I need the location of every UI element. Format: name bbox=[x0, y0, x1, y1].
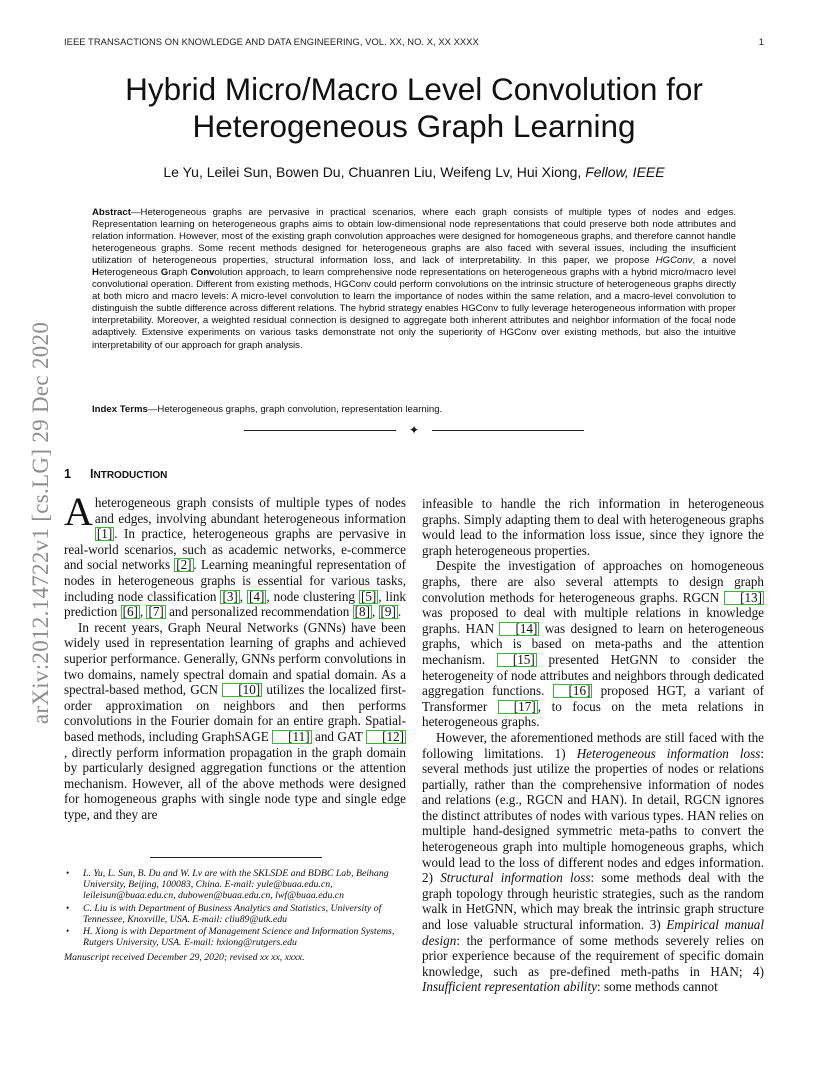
citation-link[interactable]: [7] bbox=[148, 604, 164, 620]
citation-link[interactable]: [14] bbox=[499, 622, 539, 636]
footnote-text: H. Xiong is with Department of Management Science and Information Systems, Rutgers University, USA. E-mail: hxiong@rutgers.edu bbox=[83, 926, 395, 949]
divider-diamond-icon: ✦ bbox=[408, 423, 420, 437]
body-text: , bbox=[239, 588, 248, 604]
abstract-label: Abstract bbox=[92, 207, 131, 218]
body-text: . Learning meaningful representation of nodes in heterogeneous graphs is essential for various tasks, including node classification bbox=[64, 557, 407, 604]
footnote-affiliation bbox=[64, 868, 406, 902]
page-number: 1 bbox=[758, 36, 764, 47]
abstract-acronym-letter: G bbox=[160, 267, 169, 279]
footnote-rule bbox=[150, 857, 322, 858]
abstract-acronym-letter: H bbox=[92, 267, 99, 279]
body-text: heterogeneous graph consists of multiple types of nodes and edges, involving abundant heterogeneous information bbox=[94, 495, 406, 526]
author-fellow: Fellow, IEEE bbox=[585, 164, 665, 180]
abstract-acronym-letter: Conv bbox=[190, 267, 215, 279]
citation-link[interactable]: [12] bbox=[366, 730, 406, 744]
footnote-text: C. Liu is with Department of Business Analytics and Statistics, University of Tennessee, Knoxville, USA. E-mail: cliu89@utk.edu bbox=[83, 902, 382, 925]
section-title-rest: NTRODUCTION bbox=[93, 470, 168, 481]
bullet-icon: • bbox=[66, 868, 70, 878]
limitation-term: Empirical manual design bbox=[422, 917, 764, 948]
citation-link[interactable]: [4] bbox=[249, 588, 265, 604]
abstract-text: , a novel bbox=[692, 255, 736, 267]
divider-line-left bbox=[244, 430, 396, 431]
footnote-text: L. Yu, L. Sun, B. Du and W. Lv are with the SKLSDE and BDBC Lab, Beihang University, Beijing, 100083, China. E-mail: yule@buaa.edu.cn, leileisun@buaa.edu.cn, dubowen@buaa.edu.cn, lwf@buaa.edu.cn bbox=[83, 868, 389, 902]
author-names: Le Yu, Leilei Sun, Bowen Du, Chuanren Liu, Weifeng Lv, Hui Xiong, bbox=[163, 164, 586, 180]
citation-link[interactable]: [9] bbox=[380, 604, 396, 620]
body-text: and personalized recommendation bbox=[165, 604, 353, 620]
divider-line-right bbox=[432, 430, 584, 431]
section-title-initial: I bbox=[90, 467, 94, 481]
citation-link[interactable]: [3] bbox=[222, 588, 238, 604]
citation-link[interactable]: [1] bbox=[96, 526, 113, 542]
bullet-icon: • bbox=[66, 926, 70, 937]
section-divider bbox=[244, 424, 584, 438]
manuscript-note: Manuscript received December 29, 2020; revised xx xx, xxxx. bbox=[64, 952, 305, 964]
body-text: was proposed to deal with multiple relations in knowledge graphs. HAN bbox=[422, 605, 764, 636]
body-text: , to focus on the meta relations in heterogeneous graphs. bbox=[422, 698, 764, 730]
paper-title: Hybrid Micro/Macro Level Convolution for Heterogeneous Graph Learning bbox=[125, 71, 703, 144]
section-number: 1 bbox=[64, 467, 72, 481]
abstract bbox=[92, 207, 736, 352]
body-text: : the performance of some methods severely relies on prior experience because of the requirement of specific domain knowledge, such as pre-defined meth-paths in HAN; 4) bbox=[422, 932, 764, 979]
body-text: In recent years, Graph Neural Networks (GNNs) have been widely used in representation learning of graphs and achieved superior performance. Generally, GNNs perform convolutions in two domains, namely spectral domain and spatial domain. As a spectral-based method, GCN bbox=[64, 619, 406, 698]
drop-cap: A bbox=[64, 489, 93, 534]
citation-link[interactable]: [2] bbox=[176, 557, 192, 573]
citation-link[interactable]: [10] bbox=[222, 683, 262, 697]
body-text: , bbox=[139, 604, 147, 620]
body-text: However, the aforementioned methods are still faced with the following limitations. 1) bbox=[422, 729, 764, 761]
abstract-text: raph bbox=[168, 267, 191, 279]
arxiv-watermark bbox=[26, 288, 56, 758]
body-text: : some methods deal with the graph topology through heuristic strategies, such as the random walk in HetGNN, which may break the intrinsic graph structure and lose valuable structural information. 3) bbox=[422, 870, 764, 933]
body-text: Despite the investigation of approaches on homogeneous graphs, there are also several attempts to design graph convolution methods for heterogeneous graphs. RGCN bbox=[422, 558, 764, 605]
limitation-term: Structural information loss bbox=[440, 870, 591, 886]
paragraph bbox=[64, 620, 406, 823]
journal-name: IEEE TRANSACTIONS ON KNOWLEDGE AND DATA ENGINEERING, VOL. XX, NO. X, XX XXXX bbox=[64, 36, 479, 47]
body-column-right bbox=[422, 496, 764, 995]
limitation-term: Heterogeneous information loss bbox=[576, 745, 761, 761]
paragraph bbox=[64, 489, 407, 620]
citation-link[interactable]: [15] bbox=[497, 653, 537, 667]
abstract-method-name: HGConv bbox=[655, 255, 693, 267]
citation-link[interactable]: [16] bbox=[553, 684, 593, 698]
abstract-text: eterogeneous bbox=[98, 267, 161, 279]
index-terms-label: Index Terms bbox=[92, 404, 148, 415]
body-text: proposed HGT, a variant of Transformer bbox=[422, 683, 764, 714]
citation-link[interactable]: [13] bbox=[724, 591, 764, 605]
arxiv-id: arXiv:2012.14722v1 [cs.LG] 29 Dec 2020 bbox=[28, 321, 53, 725]
bullet-icon: • bbox=[66, 902, 70, 913]
body-text: , node clustering bbox=[266, 588, 359, 604]
footnote-affiliation bbox=[64, 926, 406, 948]
body-text: infeasible to handle the rich information in heterogeneous graphs. Simply adapting them to deal with heterogeneous graphs would lead to the information loss issue, since they ignore the graph heterogeneous properties. bbox=[422, 496, 764, 558]
body-column-left bbox=[64, 489, 407, 822]
abstract-text: olution approach, to learn comprehensive node representations on heterogeneous graphs with a hybrid micro/macro level convolutional operation. Different from existing methods, HGConv could perform convolutions on the intrinsic structure of heterogeneous graphs directly at both micro and macro levels: A micro-level convolution to learn the importance of nodes within the same relation, and a macro-level convolution to distinguish the subtle difference across different relations. The hybrid strategy enables HGConv to fully leverage heterogeneous information with proper interpretability. Moreover, a weighted residual connection is designed to aggregate both inherent attributes and neighbor information of the focal node adaptively. Extensive experiments on various tasks demonstrate not only the superiority of HGConv over existing methods, but also the intuitive interpretability of our approach for graph analysis. bbox=[92, 267, 736, 351]
body-text: . In practice, heterogeneous graphs are pervasive in real-world scenarios, such as academic networks, e-commerce and social networks bbox=[64, 526, 406, 573]
section-heading bbox=[64, 467, 167, 481]
body-text: presented HetGNN to consider the heterogeneity of node attributes and neighbors through dedicated aggregation functions. bbox=[422, 651, 764, 699]
author-list bbox=[64, 164, 764, 180]
paragraph bbox=[422, 496, 764, 558]
index-terms bbox=[92, 404, 736, 415]
footnote-affiliation bbox=[64, 903, 406, 925]
index-terms-text: —Heterogeneous graphs, graph convolution, representation learning. bbox=[147, 404, 443, 415]
body-text: : some methods cannot bbox=[596, 979, 718, 995]
paragraph bbox=[422, 730, 764, 995]
citation-link[interactable]: [6] bbox=[122, 604, 138, 620]
limitation-term: Insufficient representation ability bbox=[422, 979, 597, 995]
body-text: , directly perform information propagation in the graph domain by particularly designed aggregation functions or the attention mechanism. However, all of the above methods were designed for homogeneous graphs with single node type and single edge type, and they are bbox=[64, 744, 406, 822]
body-text: was designed to learn on heterogeneous graphs, which is based on meta-paths and the attention mechanism. bbox=[422, 620, 765, 667]
body-text: and GAT bbox=[311, 728, 367, 744]
citation-link[interactable]: [11] bbox=[272, 730, 311, 744]
citation-link[interactable]: [5] bbox=[360, 588, 377, 604]
citation-link[interactable]: [17] bbox=[498, 700, 538, 714]
paragraph bbox=[422, 558, 764, 730]
body-text: : several methods just utilize the properties of nodes or relations partially, rather than the comprehensive information of nodes and relations (e.g., RGCN and HAN). In detail, RGCN ignores the distinct attributes of nodes with various types. HAN relies on multiple hand-designed symmetric meta-paths to convert the heterogeneous graph into multiple homogeneous graphs, which would lead to the loss of different nodes and edges information. 2) bbox=[422, 745, 765, 886]
abstract-text: —Heterogeneous graphs are pervasive in practical scenarios, where each graph consists of multiple types of nodes and edges. Representation learning on heterogeneous graphs aims to obtain low-dimensional node representations that could preserve both node attributes and relation information. However, most of the existing graph convolution approaches were designed for homogeneous graphs, and therefore cannot handle heterogeneous graphs. Some recent methods designed for heterogeneous graphs are also faced with several issues, including the insufficient utilization of heterogeneous properties, structural information loss, and lack of interpretability. In this paper, we propose bbox=[92, 207, 736, 267]
citation-link[interactable]: [8] bbox=[354, 604, 370, 620]
body-text: . bbox=[397, 604, 402, 620]
body-text: utilizes the localized first-order approximation on neighbors and then performs convolutions in the Fourier domain for an entire graph. Spatial-based methods, including GraphSAGE bbox=[64, 682, 406, 744]
footnotes bbox=[64, 868, 406, 964]
body-text: , link prediction bbox=[64, 588, 406, 620]
body-text: , bbox=[371, 604, 379, 620]
